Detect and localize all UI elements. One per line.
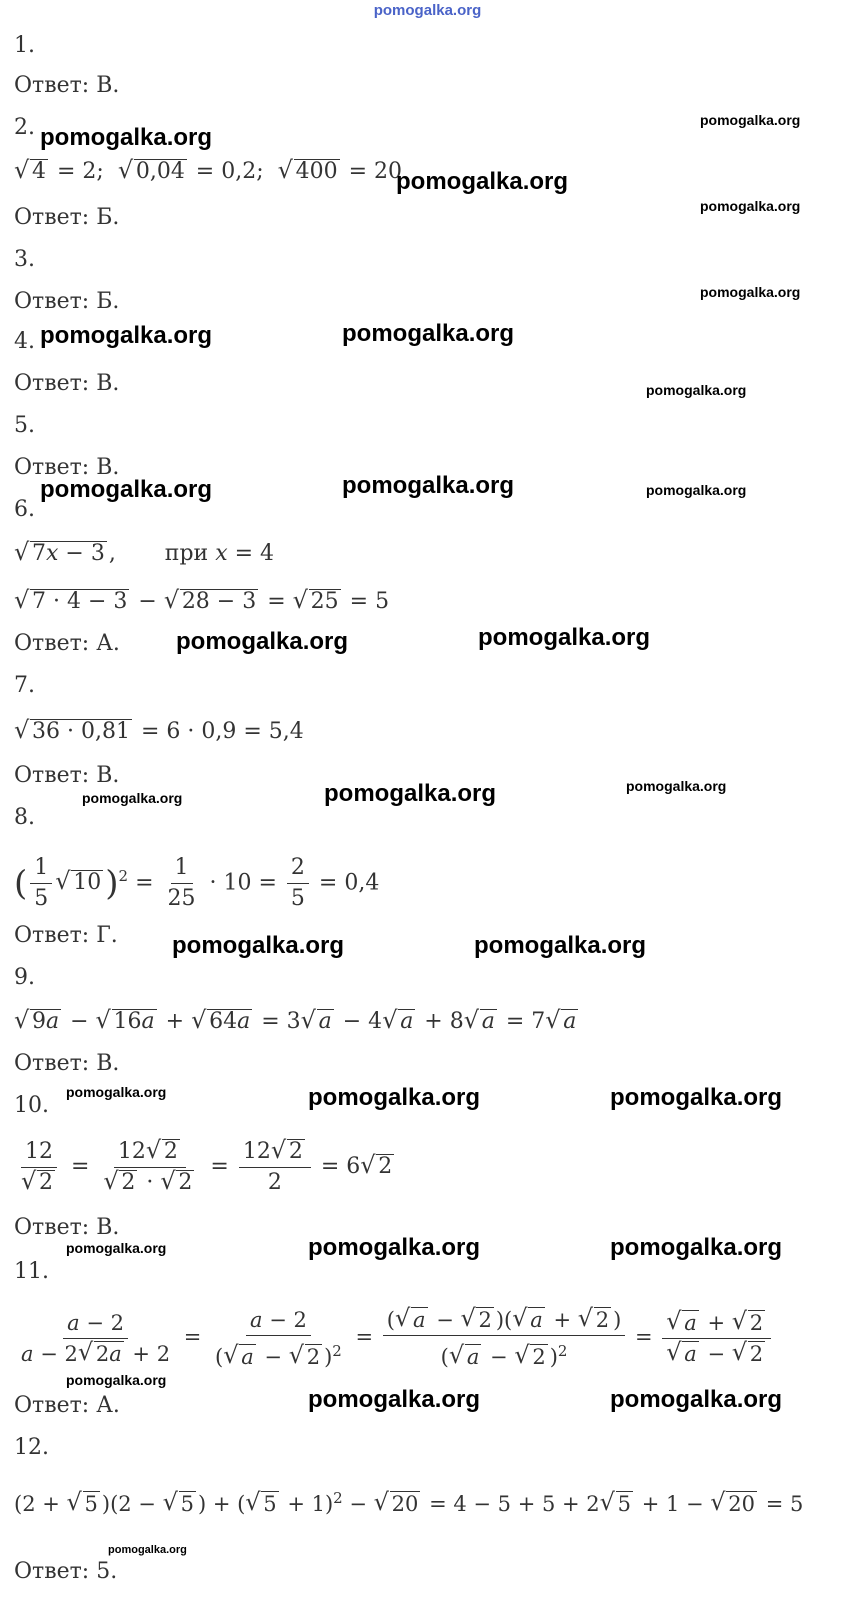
watermark-text: pomogalka.org — [700, 112, 801, 128]
item-12-answer: Ответ: 5. — [14, 1559, 118, 1584]
item-11-number: 11. — [14, 1259, 49, 1284]
item-7-answer: Ответ: В. — [14, 763, 120, 788]
watermark-text: pomogalka.org — [308, 1234, 481, 1261]
watermark-text: pomogalka.org — [308, 1084, 481, 1111]
watermark-text: pomogalka.org — [324, 780, 497, 807]
site-header-link[interactable]: pomogalka.org — [373, 2, 482, 19]
item-8-formula: ( $\frac{1}{5}$ √ 10 )$^2$ = $\frac{1}{25}$ · 10 = $\frac{2}{5}$ = 0,4 — [14, 846, 379, 914]
watermark-text: pomogalka.org — [342, 472, 515, 499]
watermark-text: pomogalka.org — [40, 476, 213, 503]
watermark-text: pomogalka.org — [40, 322, 213, 349]
watermark-text: pomogalka.org — [626, 778, 727, 794]
watermark-text: pomogalka.org — [40, 124, 213, 151]
item-10-answer: Ответ: В. — [14, 1215, 120, 1240]
item-9-number: 9. — [14, 965, 35, 990]
item-7-formula: √ 36 · 0,81 = 6 · 0,9 = 5,4 — [14, 718, 304, 746]
item-6-expression: √ 7x − 3 , при x = 4 — [14, 540, 274, 568]
watermark-text: pomogalka.org — [66, 1084, 167, 1100]
item-6-answer: Ответ: А. — [14, 631, 120, 656]
item-11-formula: $\frac{a - 2}{a - 2√ 2a + 2}$ = $\frac{a - 2}{(√ a - √ 2 )^2}$ = $\frac{(√ a - √ 2 )(√ a + √ 2 )}{(√ a - √ 2 )^2}$ = √ a + √ 2 √ a − √ 2 — [14, 1302, 774, 1372]
item-7-number: 7. — [14, 673, 35, 698]
item-6-formula: √ 7 · 4 − 3 − √ 28 − 3 = √ 25 = 5 — [14, 588, 389, 616]
watermark-text: pomogalka.org — [172, 932, 345, 959]
watermark-text: pomogalka.org — [82, 790, 183, 806]
item-3-number: 3. — [14, 247, 35, 272]
watermark-text: pomogalka.org — [66, 1372, 167, 1388]
watermark-text: pomogalka.org — [108, 1544, 187, 1556]
item-2-number: 2. — [14, 115, 35, 140]
item-1-answer: Ответ: В. — [14, 73, 120, 98]
item-8-answer: Ответ: Г. — [14, 923, 118, 948]
item-4-answer: Ответ: В. — [14, 371, 120, 396]
watermark-text: pomogalka.org — [474, 932, 647, 959]
item-12-number: 12. — [14, 1435, 49, 1460]
item-11-answer: Ответ: А. — [14, 1393, 120, 1418]
watermark-text: pomogalka.org — [610, 1084, 783, 1111]
watermark-text: pomogalka.org — [646, 482, 747, 498]
item-2-answer: Ответ: Б. — [14, 205, 120, 230]
item-10-number: 10. — [14, 1093, 49, 1118]
watermark-text: pomogalka.org — [610, 1386, 783, 1413]
item-1-number: 1. — [14, 33, 35, 58]
watermark-text: pomogalka.org — [478, 624, 651, 651]
item-4-number: 4. — [14, 329, 35, 354]
watermark-text: pomogalka.org — [396, 168, 569, 195]
item-2-formula: √ 4 = 2; √ 0,04 = 0,2; √ 400 = 20 — [14, 158, 402, 186]
item-9-formula: √ 9a − √ 16a + √ 64a = 3√ a − 4√ a + 8√ a = 7√ a — [14, 1008, 580, 1036]
watermark-text: pomogalka.org — [342, 320, 515, 347]
watermark-text: pomogalka.org — [700, 284, 801, 300]
watermark-text: pomogalka.org — [646, 382, 747, 398]
item-5-answer: Ответ: В. — [14, 455, 120, 480]
item-9-answer: Ответ: В. — [14, 1051, 120, 1076]
item-8-number: 8. — [14, 805, 35, 830]
item-3-answer: Ответ: Б. — [14, 289, 120, 314]
item-10-formula: 12 √ 2 = 12√ 2 √ 2 · √ 2 = $\frac{12√ 2}{2}$ = 6√ 2 — [14, 1132, 396, 1202]
watermark-text: pomogalka.org — [610, 1234, 783, 1261]
watermark-text: pomogalka.org — [308, 1386, 481, 1413]
item-6-number: 6. — [14, 497, 35, 522]
watermark-text: pomogalka.org — [176, 628, 349, 655]
watermark-text: pomogalka.org — [700, 198, 801, 214]
item-5-number: 5. — [14, 413, 35, 438]
item-12-formula: (2 + √ 5 )(2 − √ 5 ) + (√ 5 + 1)$^2$ − √ 20 = 4 − 5 + 5 + 2√ 5 + 1 − √ 20 = 5 — [14, 1484, 803, 1518]
watermark-text: pomogalka.org — [66, 1240, 167, 1256]
